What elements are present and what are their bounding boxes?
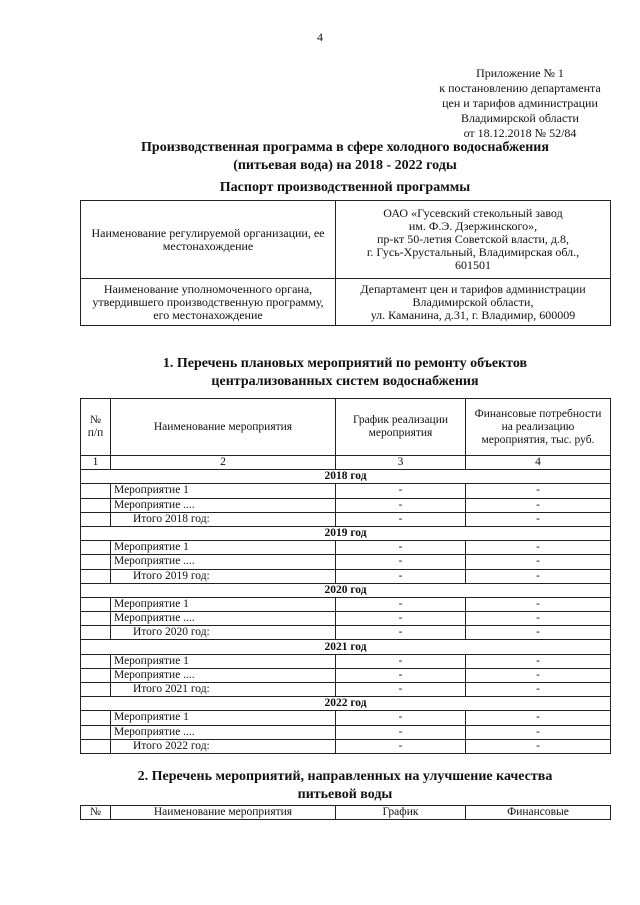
- measure-schedule: -: [336, 612, 466, 626]
- measure-name: Итого 2020 год:: [111, 626, 336, 640]
- row-number: [81, 612, 111, 626]
- appendix-line: Приложение № 1: [476, 66, 564, 80]
- row-number: [81, 668, 111, 682]
- table-row: [81, 668, 611, 682]
- appendix-line: к постановлению департамента: [439, 81, 601, 95]
- passport-value: [336, 279, 611, 326]
- header-finance: Финансовые: [466, 806, 611, 820]
- table-row: [81, 711, 611, 725]
- value-line: 601501: [455, 258, 491, 272]
- measure-finance: -: [466, 654, 611, 668]
- appendix-line: Владимирской области: [461, 111, 579, 125]
- measure-schedule: -: [336, 711, 466, 725]
- year-header: 2018 год: [81, 470, 611, 484]
- measure-finance: -: [466, 612, 611, 626]
- measure-name: Мероприятие ....: [111, 612, 336, 626]
- measure-finance: -: [466, 512, 611, 526]
- value-line: ОАО «Гусевский стекольный завод: [383, 206, 563, 220]
- measure-schedule: -: [336, 512, 466, 526]
- row-number: [81, 626, 111, 640]
- measure-finance: -: [466, 626, 611, 640]
- table-row: [81, 725, 611, 739]
- header-finance: Финансовые потребности на реализацию мероприятия, тыс. руб.: [466, 399, 611, 456]
- header-name: Наименование мероприятия: [111, 399, 336, 456]
- header-schedule: График реализации мероприятия: [336, 399, 466, 456]
- row-number: [81, 725, 111, 739]
- table-row: [81, 569, 611, 583]
- col-number: 3: [336, 456, 466, 470]
- passport-label: Наименование уполномоченного органа, утвердившего производственную программу, его местонахождение: [81, 279, 336, 326]
- measure-finance: -: [466, 541, 611, 555]
- measure-schedule: -: [336, 626, 466, 640]
- measure-name: Мероприятие 1: [111, 484, 336, 498]
- header-number: № п/п: [81, 399, 111, 456]
- value-line: Департамент цен и тарифов администрации: [360, 281, 586, 296]
- year-header: 2022 год: [81, 697, 611, 711]
- appendix-line: от 18.12.2018 № 52/84: [463, 126, 577, 140]
- section2-title: [80, 768, 610, 804]
- passport-row: [81, 201, 611, 279]
- table-row: [81, 597, 611, 611]
- document-title: [80, 139, 610, 175]
- value-line: Владимирской области,: [412, 294, 534, 309]
- measure-finance: -: [466, 739, 611, 753]
- measure-schedule: -: [336, 683, 466, 697]
- header-schedule: График: [336, 806, 466, 820]
- table-row: [81, 612, 611, 626]
- row-number: [81, 739, 111, 753]
- measure-name: Мероприятие 1: [111, 597, 336, 611]
- measure-name: Мероприятие ....: [111, 725, 336, 739]
- measure-name: Итого 2021 год:: [111, 683, 336, 697]
- table-row: [81, 512, 611, 526]
- measure-schedule: -: [336, 484, 466, 498]
- table-row: [81, 541, 611, 555]
- value-line: ул. Каманина, д.31, г. Владимир, 600009: [370, 307, 576, 322]
- row-number: [81, 512, 111, 526]
- table-row: [81, 683, 611, 697]
- value-line: г. Гусь-Хрустальный, Владимирская обл.,: [366, 245, 580, 259]
- section1-title: [80, 355, 610, 391]
- table-row: [81, 654, 611, 668]
- measure-schedule: -: [336, 597, 466, 611]
- table-row: [81, 484, 611, 498]
- measure-schedule: -: [336, 555, 466, 569]
- measure-name: Итого 2019 год:: [111, 569, 336, 583]
- measure-name: Мероприятие ....: [111, 555, 336, 569]
- row-number: [81, 683, 111, 697]
- repair-measures-table: [80, 398, 611, 754]
- measure-finance: -: [466, 498, 611, 512]
- row-number: [81, 555, 111, 569]
- passport-row: [81, 279, 611, 326]
- measure-name: Итого 2022 год:: [111, 739, 336, 753]
- measure-name: Мероприятие 1: [111, 654, 336, 668]
- measure-finance: -: [466, 597, 611, 611]
- measure-name: Итого 2018 год:: [111, 512, 336, 526]
- section-title-line: питьевой воды: [297, 787, 393, 802]
- passport-label: Наименование регулируемой организации, ее местонахождение: [81, 201, 336, 279]
- value-line: пр-кт 50-летия Советской власти, д.8,: [376, 232, 570, 246]
- passport-value: [336, 201, 611, 279]
- row-number: [81, 654, 111, 668]
- table-row: [81, 626, 611, 640]
- value-line: им. Ф.Э. Дзержинского»,: [408, 219, 538, 233]
- col-number: 4: [466, 456, 611, 470]
- section-title-line: 1. Перечень плановых мероприятий по ремонту объектов: [162, 356, 528, 371]
- table-row: [81, 739, 611, 753]
- header-name: Наименование мероприятия: [111, 806, 336, 820]
- header-number: №: [81, 806, 111, 820]
- measure-name: Мероприятие ....: [111, 498, 336, 512]
- col-number: 1: [81, 456, 111, 470]
- measure-name: Мероприятие 1: [111, 541, 336, 555]
- table-row: [81, 555, 611, 569]
- measure-name: Мероприятие 1: [111, 711, 336, 725]
- quality-measures-table: [80, 805, 611, 820]
- row-number: [81, 597, 111, 611]
- section-title-line: централизованных систем водоснабжения: [211, 374, 479, 389]
- measure-name: Мероприятие ....: [111, 668, 336, 682]
- row-number: [81, 569, 111, 583]
- year-header: 2020 год: [81, 583, 611, 597]
- title-line: (питьевая вода) на 2018 - 2022 годы: [233, 158, 457, 173]
- passport-title: Паспорт производственной программы: [219, 180, 471, 195]
- table-row: [81, 498, 611, 512]
- measure-finance: -: [466, 484, 611, 498]
- year-header: 2021 год: [81, 640, 611, 654]
- measure-finance: -: [466, 569, 611, 583]
- measure-schedule: -: [336, 541, 466, 555]
- row-number: [81, 711, 111, 725]
- measure-schedule: -: [336, 668, 466, 682]
- measure-schedule: -: [336, 654, 466, 668]
- row-number: [81, 498, 111, 512]
- row-number: [81, 484, 111, 498]
- year-header: 2019 год: [81, 526, 611, 540]
- measure-schedule: -: [336, 498, 466, 512]
- measure-schedule: -: [336, 739, 466, 753]
- appendix-line: цен и тарифов администрации: [442, 96, 598, 110]
- section-title-line: 2. Перечень мероприятий, направленных на улучшение качества: [137, 769, 553, 784]
- measure-finance: -: [466, 683, 611, 697]
- passport-table: [80, 200, 611, 326]
- measure-schedule: -: [336, 725, 466, 739]
- row-number: [81, 541, 111, 555]
- measure-finance: -: [466, 725, 611, 739]
- measure-schedule: -: [336, 569, 466, 583]
- page-number: 4: [317, 30, 323, 44]
- appendix-block: [420, 66, 620, 141]
- title-line: Производственная программа в сфере холодного водоснабжения: [141, 140, 549, 155]
- measure-finance: -: [466, 668, 611, 682]
- measure-finance: -: [466, 711, 611, 725]
- measure-finance: -: [466, 555, 611, 569]
- col-number: 2: [111, 456, 336, 470]
